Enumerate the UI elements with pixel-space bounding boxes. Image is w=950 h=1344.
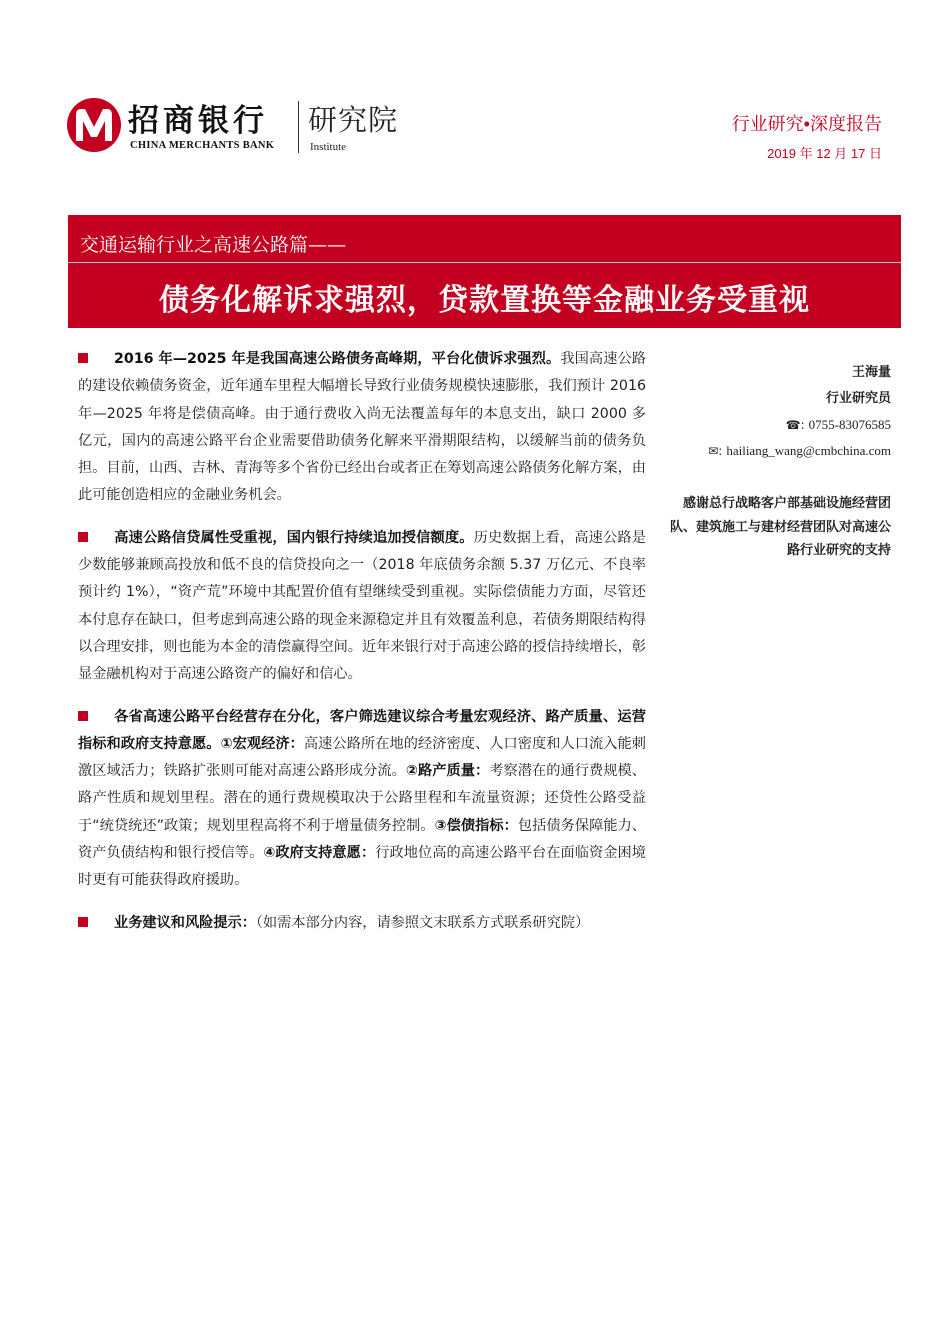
summary-text-1: 我国高速公路的建设依赖债务资金，近年通车里程大幅增长导致行业债务规模快速膨胀，我们预计 2016 年—2025 年将是偿债高峰。由于通行费收入尚无法覆盖每年的本息支出，缺口 2000 多亿元，国内的高速公路平台企业需要借助债务化解来平滑期限结构，以缓解当前的债务负担。目前，山西、吉林、青海等多个省份已经出台或者正在筹划高速公路债务化解方案，由此可能创造相应的金融业务机会。 [78,351,646,504]
factor-label-macro: ①宏观经济： [220,735,304,752]
factor-text-macro: 高速公路所在地的经济密度、人口密度和人口流入能刺激区域活力；铁路扩张则可能对高速公路形成分流。 [78,735,646,780]
logo-bank-name: 招商银行 [128,103,268,139]
factor-text-debt: 包括债务保障能力、资产负债结构和银行授信等。 [78,817,646,862]
summary-heading-4: 业务建议和风险提示： [114,914,256,931]
author-email-value[interactable]: hailiang_wang@cmbchina.com [726,443,891,458]
summary-text-2: 历史数据上看，高速公路是少数能够兼顾高投放和低不良的信贷投向之一（2018 年底债务余额 5.37 万亿元、不良率预计约 1%），“资产荒”环境中其配置价值有望继续受到重视。实际偿债能力方面，尽管还本付息存在缺口，但考虑到高速公路的现金来源稳定并且有效覆盖利息，若债务期限结构得以合理安排，则也能为本金的清偿赢得空间。近年来银行对于高速公路的授信持续增长，彰显金融机构对于高速公路资产的偏好和信心。 [78,529,646,683]
acknowledgement: 感谢总行战略客户部基础设施经营团队、建筑施工与建材经营团队对高速公路行业研究的支持 [669,496,891,558]
square-bullet-icon [78,711,88,721]
author-role: 行业研究员 [825,391,891,406]
envelope-icon: ✉: [708,444,723,458]
summary-heading-3: 各省高速公路平台经营存在分化，客户筛选建议综合考量宏观经济、路产质量、运营指标和政府支持意愿。 [78,708,646,752]
banner-subtitle: 交通运输行业之高速公路篇—— [80,234,347,256]
author-sidebar [660,360,891,563]
summary-heading-2: 高速公路信贷属性受重视，国内银行持续追加授信额度。 [114,529,474,546]
title-banner [68,215,901,328]
square-bullet-icon [78,532,88,542]
logo-institute-en: Institute [310,141,347,153]
square-bullet-icon [78,917,88,927]
author-phone-value: 0755-83076585 [808,417,891,432]
report-title: 债务化解诉求强烈，贷款置换等金融业务受重视 [159,283,810,318]
logo-divider [298,101,299,153]
factor-text-road: 考察潜在的通行费规模、路产性质和规划里程。潜在的通行费规模取决于公路里程和车流量资源；还贷性公路受益于“统贷统还”政策；规划里程高将不利于增量债务控制。 [78,763,646,834]
banner-divider [68,262,901,263]
logo-institute: 研究院 [308,103,399,137]
author-email [660,438,891,464]
summary-paragraph-1 [78,346,646,510]
factor-label-road: ②路产质量： [405,763,490,780]
summary-heading-1: 2016 年—2025 年是我国高速公路债务高峰期，平台化债诉求强烈。 [114,351,561,367]
report-date: 2019 年 12 月 17 日 [767,146,882,161]
summary-text-4: （如需本部分内容，请参照文末联系方式联系研究院） [255,914,590,931]
summary-paragraph-4 [78,910,646,937]
summary-paragraph-3 [78,704,646,895]
summary-column [78,346,646,952]
summary-paragraph-2 [78,525,646,689]
cmb-logo-icon [66,97,122,153]
author-phone [660,412,891,438]
phone-icon: ☎: [785,418,805,432]
square-bullet-icon [78,353,88,363]
factor-label-gov: ④政府支持意愿： [263,845,376,862]
factor-text-gov: 行政地位高的高速公路平台在面临资金困境时更有可能获得政府援助。 [78,845,646,889]
author-name: 王海量 [851,365,891,380]
logo-bank-name-en: CHINA MERCHANTS BANK [130,140,275,151]
report-type: 行业研究•深度报告 [731,114,882,134]
factor-label-debt: ③偿债指标： [434,817,518,834]
